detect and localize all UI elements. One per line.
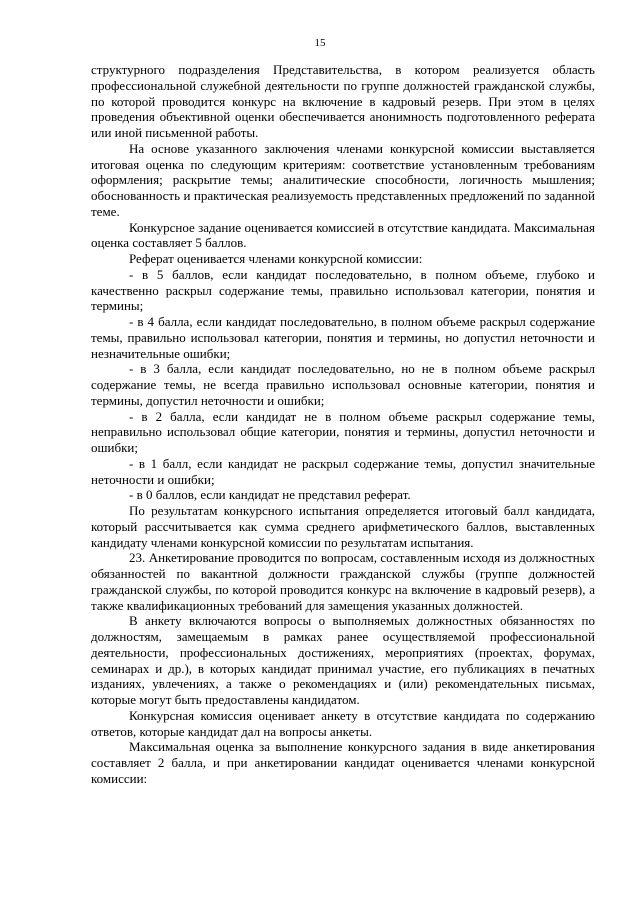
list-item: - в 2 балла, если кандидат не в полном объеме раскрыл содержание темы, неправильно использовал общие категории, понятия и термины, допустил неточности и ошибки;: [91, 408, 595, 455]
list-item: - в 4 балла, если кандидат последовательно, в полном объеме раскрыл содержание темы, правильно использовал категории, понятия и термины, но допустил неточности и незначительные ошибки;: [91, 314, 595, 361]
paragraph: 23. Анкетирование проводится по вопросам, составленным исходя из должностных обязанностей по вакантной должности гражданской службы (группе должностей гражданской службы, по которой проводится конкурс на включение в кадровый резерв), а также квалификационных требований для замещения указанных должностей.: [91, 550, 595, 613]
list-item: - в 1 балл, если кандидат не раскрыл содержание темы, допустил значительные неточности и ошибки;: [91, 455, 595, 487]
list-item: - в 3 балла, если кандидат последовательно, но не в полном объеме раскрыл содержание темы, не всегда правильно использовал основные категории, понятия и термины, допустил неточности и ошибки;: [91, 361, 595, 408]
paragraph: Конкурсная комиссия оценивает анкету в отсутствие кандидата по содержанию ответов, которые кандидат дал на вопросы анкеты.: [91, 707, 595, 739]
paragraph: На основе указанного заключения членами конкурсной комиссии выставляется итоговая оценка по следующим критериям: соответствие установленным требованиям оформления; раскрытие темы; аналитические способности, логичность мышления; обоснованность и практическая реализуемость представленных предложений по заданной теме.: [91, 140, 595, 219]
document-body: [91, 62, 595, 787]
list-item: - в 0 баллов, если кандидат не представил реферат.: [129, 487, 411, 503]
list-item: - в 5 баллов, если кандидат последовательно, в полном объеме, глубоко и качественно раскрыл содержание темы, правильно использовал категории, понятия и термины;: [91, 266, 595, 314]
paragraph: Реферат оценивается членами конкурсной комиссии:: [129, 251, 423, 266]
paragraph: Конкурсное задание оценивается комиссией в отсутствие кандидата. Максимальная оценка составляет 5 баллов.: [91, 219, 595, 251]
paragraph: Максимальная оценка за выполнение конкурсного задания в виде анкетирования составляет 2 балла, и при анкетировании кандидат оценивается членами конкурсной комиссии:: [91, 739, 595, 786]
paragraph: По результатам конкурсного испытания определяется итоговый балл кандидата, который рассчитывается как сумма среднего арифметического баллов, выставленных кандидату членами конкурсной комиссии по результатам испытания.: [91, 503, 595, 550]
paragraph: структурного подразделения Представительства, в котором реализуется область профессиональной служебной деятельности по группе должностей гражданской службы, по которой проводится конкурс на включение в кадровый резерв. При этом в целях проведения объективной оценки обеспечивается анонимность подготовленного реферата или иной письменной работы.: [91, 62, 595, 140]
page-number: 15: [314, 37, 326, 49]
paragraph: В анкету включаются вопросы о выполняемых должностных обязанностях по должностям, замещаемым в рамках ранее осуществляемой профессиональной деятельности, профессиональных достижениях, мероприятиях (проектах, форумах, семинарах и др.), в которых кандидат принимал участие, его публикациях в печатных изданиях, увлечениях, а также о рекомендациях и (или) рекомендательных письмах, которые могут быть предоставлены кандидатом.: [91, 613, 595, 707]
